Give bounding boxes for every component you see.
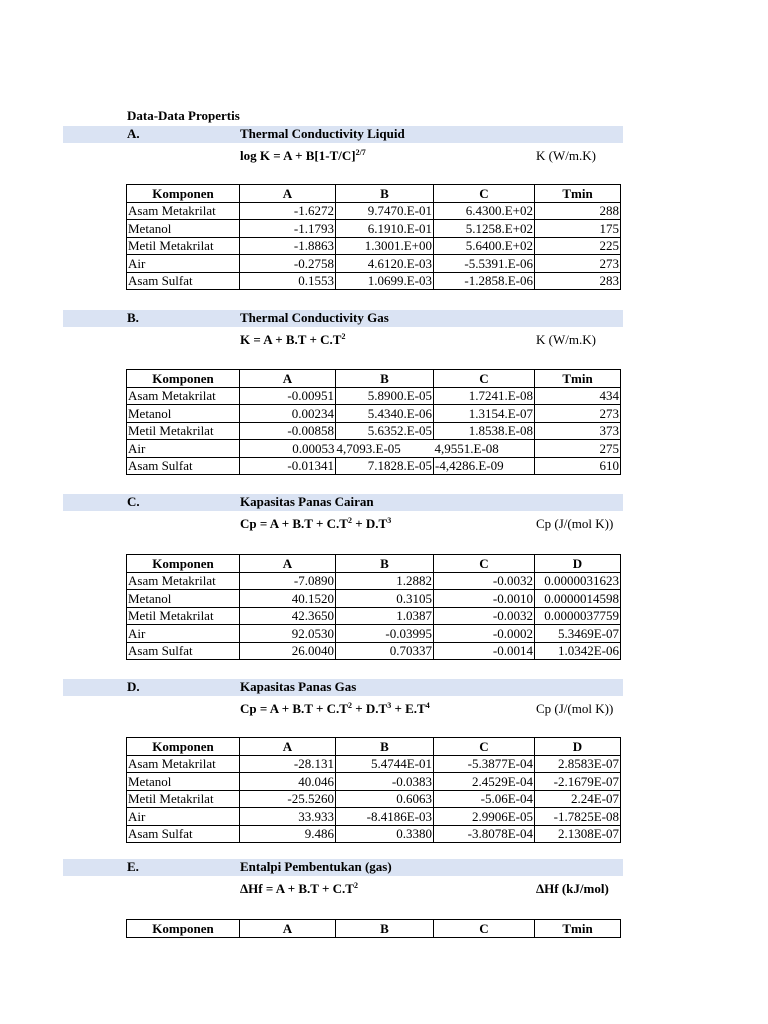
- table-header-row: [127, 185, 621, 203]
- cell-value: 5.1258.E+02: [434, 220, 535, 238]
- equation-d: $Cp = A + B.T + C.T^2 + D.T^3 + E.T^4$: [240, 701, 430, 716]
- cell-value: -0.0010: [434, 590, 535, 608]
- cell-component: Metil Metakrilat: [127, 607, 240, 625]
- cell-value: 9.7470.E-01: [336, 202, 434, 220]
- cell-value: 2.4529E-04: [434, 773, 535, 791]
- table-header-row: [127, 370, 621, 388]
- cell-value: 5.4744E-01: [336, 755, 434, 773]
- cell-value: 2.9906E-05: [434, 808, 535, 826]
- cell-value: -0.0032: [434, 607, 535, 625]
- cell-value: 0.00053: [240, 440, 336, 458]
- table-row: [127, 440, 621, 458]
- header-cell: D: [535, 555, 621, 573]
- section-title-e: Entalpi Pembentukan (gas): [240, 859, 392, 874]
- data-table-c: [126, 554, 621, 660]
- cell-value: -1.8863: [240, 237, 336, 255]
- section-title-b: Thermal Conductivity Gas: [240, 310, 389, 325]
- header-cell: C: [434, 920, 535, 938]
- cell-value: 0.00234: [240, 405, 336, 423]
- cell-value: -0.00951: [240, 387, 336, 405]
- cell-value: -1.6272: [240, 202, 336, 220]
- table-row: [127, 755, 621, 773]
- header-cell: B: [336, 738, 434, 756]
- table-row: [127, 405, 621, 423]
- document-title: Data-Data Propertis: [127, 108, 240, 123]
- cell-value: -0.01341: [240, 457, 336, 475]
- header-cell: Komponen: [127, 738, 240, 756]
- header-cell: A: [240, 370, 336, 388]
- table-row: [127, 808, 621, 826]
- cell-value: 4,9551.E-08: [434, 440, 535, 458]
- cell-value: 5.8900.E-05: [336, 387, 434, 405]
- cell-value: -8.4186E-03: [336, 808, 434, 826]
- header-cell: B: [336, 920, 434, 938]
- equation-b: $K = A + B.T + C.T^2$: [240, 332, 346, 347]
- cell-component: Metil Metakrilat: [127, 790, 240, 808]
- cell-component: Metanol: [127, 220, 240, 238]
- cell-component: Asam Metakrilat: [127, 387, 240, 405]
- table-row: [127, 202, 621, 220]
- cell-value: 1.3001.E+00: [336, 237, 434, 255]
- cell-component: Air: [127, 440, 240, 458]
- cell-value: 275: [535, 440, 621, 458]
- header-cell: Tmin: [535, 920, 621, 938]
- cell-component: Air: [127, 255, 240, 273]
- cell-value: 5.6352.E-05: [336, 422, 434, 440]
- data-table-d: [126, 737, 621, 843]
- cell-value: -25.5260: [240, 790, 336, 808]
- table-row: [127, 625, 621, 643]
- cell-value: -1.2858.E-06: [434, 272, 535, 290]
- cell-value: 0.0000031623: [535, 572, 621, 590]
- cell-value: 92.0530: [240, 625, 336, 643]
- cell-value: 175: [535, 220, 621, 238]
- cell-value: 0.3105: [336, 590, 434, 608]
- unit-b: K (W/m.K): [536, 332, 596, 347]
- table-row: [127, 237, 621, 255]
- header-cell: C: [434, 185, 535, 203]
- cell-component: Metil Metakrilat: [127, 422, 240, 440]
- cell-component: Asam Sulfat: [127, 642, 240, 660]
- cell-component: Asam Sulfat: [127, 272, 240, 290]
- cell-value: 42.3650: [240, 607, 336, 625]
- cell-value: -28.131: [240, 755, 336, 773]
- cell-value: 273: [535, 255, 621, 273]
- cell-value: 1.7241.E-08: [434, 387, 535, 405]
- cell-value: 1.0699.E-03: [336, 272, 434, 290]
- cell-value: -4,4286.E-09: [434, 457, 535, 475]
- table-row: [127, 590, 621, 608]
- header-cell: Tmin: [535, 370, 621, 388]
- header-cell: A: [240, 555, 336, 573]
- cell-value: 1.8538.E-08: [434, 422, 535, 440]
- cell-value: 0.6063: [336, 790, 434, 808]
- cell-value: 5.4340.E-06: [336, 405, 434, 423]
- cell-value: -7.0890: [240, 572, 336, 590]
- cell-value: 9.486: [240, 825, 336, 843]
- cell-value: 434: [535, 387, 621, 405]
- section-title-a: Thermal Conductivity Liquid: [240, 126, 405, 141]
- table-row: [127, 607, 621, 625]
- data-table-a: [126, 184, 621, 290]
- header-cell: Komponen: [127, 555, 240, 573]
- cell-value: 0.1553: [240, 272, 336, 290]
- cell-value: 225: [535, 237, 621, 255]
- equation-e: $\Delta Hf = A + B.T + C.T^2$: [240, 881, 358, 896]
- header-cell: C: [434, 370, 535, 388]
- header-cell: Tmin: [535, 185, 621, 203]
- header-cell: A: [240, 738, 336, 756]
- cell-value: 0.3380: [336, 825, 434, 843]
- cell-value: 0.70337: [336, 642, 434, 660]
- cell-value: -0.00858: [240, 422, 336, 440]
- section-letter-b: B.: [127, 310, 139, 325]
- table-row: [127, 773, 621, 791]
- cell-value: 33.933: [240, 808, 336, 826]
- cell-component: Metanol: [127, 590, 240, 608]
- section-letter-a: A.: [127, 126, 140, 141]
- cell-value: 2.1308E-07: [535, 825, 621, 843]
- cell-value: -0.2758: [240, 255, 336, 273]
- cell-value: -5.5391.E-06: [434, 255, 535, 273]
- cell-component: Asam Metakrilat: [127, 755, 240, 773]
- cell-component: Metanol: [127, 773, 240, 791]
- header-cell: B: [336, 185, 434, 203]
- cell-value: 610: [535, 457, 621, 475]
- cell-value: -0.03995: [336, 625, 434, 643]
- data-table-e: [126, 919, 621, 938]
- unit-a: K (W/m.K): [536, 148, 596, 163]
- cell-value: -1.7825E-08: [535, 808, 621, 826]
- cell-value: 1.0387: [336, 607, 434, 625]
- cell-value: 0.0000014598: [535, 590, 621, 608]
- cell-value: 1.3154.E-07: [434, 405, 535, 423]
- table-row: [127, 790, 621, 808]
- cell-component: Air: [127, 625, 240, 643]
- cell-value: 6.4300.E+02: [434, 202, 535, 220]
- cell-value: 373: [535, 422, 621, 440]
- section-letter-d: D.: [127, 679, 140, 694]
- cell-value: 2.8583E-07: [535, 755, 621, 773]
- cell-value: -0.0002: [434, 625, 535, 643]
- header-cell: Komponen: [127, 185, 240, 203]
- header-cell: Komponen: [127, 920, 240, 938]
- cell-value: 273: [535, 405, 621, 423]
- cell-component: Metil Metakrilat: [127, 237, 240, 255]
- header-cell: B: [336, 370, 434, 388]
- unit-d: Cp (J/(mol K)): [536, 701, 614, 716]
- cell-value: 283: [535, 272, 621, 290]
- cell-value: -2.1679E-07: [535, 773, 621, 791]
- cell-value: 6.1910.E-01: [336, 220, 434, 238]
- cell-value: -1.1793: [240, 220, 336, 238]
- cell-value: 0.0000037759: [535, 607, 621, 625]
- cell-value: 4.6120.E-03: [336, 255, 434, 273]
- table-row: [127, 272, 621, 290]
- table-row: [127, 220, 621, 238]
- header-cell: C: [434, 555, 535, 573]
- header-cell: Komponen: [127, 370, 240, 388]
- cell-component: Air: [127, 808, 240, 826]
- cell-value: -3.8078E-04: [434, 825, 535, 843]
- data-table-b: [126, 369, 621, 475]
- section-letter-e: E.: [127, 859, 139, 874]
- table-row: [127, 572, 621, 590]
- header-cell: D: [535, 738, 621, 756]
- cell-component: Asam Sulfat: [127, 825, 240, 843]
- section-title-d: Kapasitas Panas Gas: [240, 679, 357, 694]
- equation-a: $\log K = A + B[1-T/C]^{2/7}$: [240, 148, 366, 163]
- header-cell: A: [240, 920, 336, 938]
- cell-value: -0.0032: [434, 572, 535, 590]
- unit-e: ΔHf (kJ/mol): [536, 881, 609, 896]
- cell-component: Asam Metakrilat: [127, 572, 240, 590]
- cell-value: -0.0383: [336, 773, 434, 791]
- header-cell: A: [240, 185, 336, 203]
- cell-component: Metanol: [127, 405, 240, 423]
- cell-value: 26.0040: [240, 642, 336, 660]
- cell-value: 1.2882: [336, 572, 434, 590]
- cell-value: 40.046: [240, 773, 336, 791]
- cell-value: 2.24E-07: [535, 790, 621, 808]
- table-header-row: [127, 920, 621, 938]
- cell-value: 7.1828.E-05: [336, 457, 434, 475]
- table-header-row: [127, 555, 621, 573]
- cell-value: 5.6400.E+02: [434, 237, 535, 255]
- cell-value: 4,7093.E-05: [336, 440, 434, 458]
- table-row: [127, 825, 621, 843]
- table-row: [127, 255, 621, 273]
- cell-value: -5.06E-04: [434, 790, 535, 808]
- unit-c: Cp (J/(mol K)): [536, 516, 614, 531]
- table-header-row: [127, 738, 621, 756]
- cell-value: -5.3877E-04: [434, 755, 535, 773]
- section-letter-c: C.: [127, 494, 140, 509]
- header-cell: C: [434, 738, 535, 756]
- table-row: [127, 387, 621, 405]
- cell-component: Asam Sulfat: [127, 457, 240, 475]
- table-row: [127, 422, 621, 440]
- header-cell: B: [336, 555, 434, 573]
- cell-value: 1.0342E-06: [535, 642, 621, 660]
- cell-value: 40.1520: [240, 590, 336, 608]
- section-title-c: Kapasitas Panas Cairan: [240, 494, 374, 509]
- table-row: [127, 457, 621, 475]
- table-row: [127, 642, 621, 660]
- equation-c: $Cp = A + B.T + C.T^2 + D.T^3$: [240, 516, 392, 531]
- cell-value: -0.0014: [434, 642, 535, 660]
- cell-component: Asam Metakrilat: [127, 202, 240, 220]
- cell-value: 5.3469E-07: [535, 625, 621, 643]
- cell-value: 288: [535, 202, 621, 220]
